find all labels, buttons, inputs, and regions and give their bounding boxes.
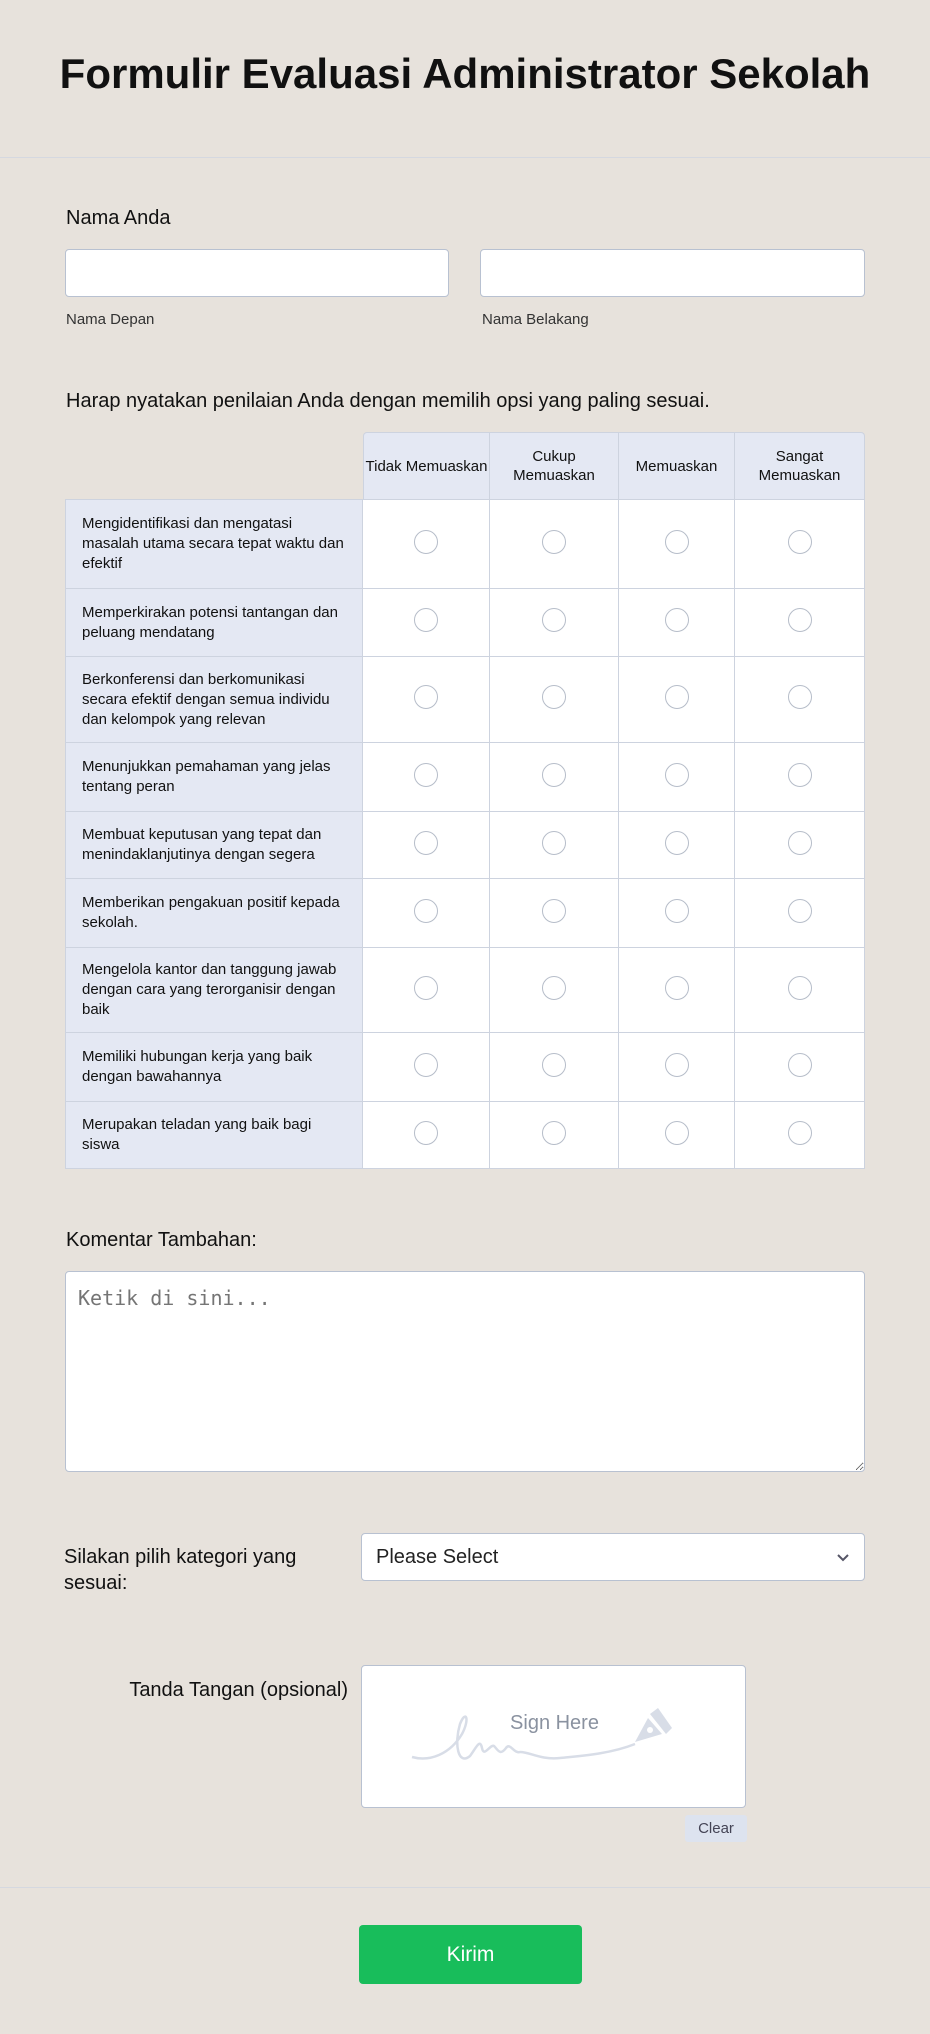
matrix-question: Harap nyatakan penilaian Anda dengan memilih opsi yang paling sesuai. — [66, 390, 710, 412]
rating-radio[interactable] — [414, 608, 438, 632]
matrix-cell — [735, 1032, 865, 1101]
matrix-row — [65, 656, 865, 742]
comment-label: Komentar Tambahan: — [66, 1229, 257, 1251]
matrix-cell — [619, 742, 735, 811]
matrix-row-label: Mengidentifikasi dan mengatasi masalah utama secara tepat waktu dan efektif — [65, 499, 363, 588]
signature-pad[interactable] — [361, 1665, 746, 1808]
rating-radio[interactable] — [788, 1121, 812, 1145]
rating-radio[interactable] — [665, 530, 689, 554]
matrix-row-label: Menunjukkan pemahaman yang jelas tentang peran — [65, 742, 363, 811]
matrix-column-header: Memuaskan — [619, 432, 735, 499]
matrix-cell — [490, 947, 619, 1032]
signature-pen-icon — [410, 1704, 700, 1774]
rating-radio[interactable] — [414, 1053, 438, 1077]
rating-radio[interactable] — [414, 899, 438, 923]
matrix-row-label: Merupakan teladan yang baik bagi siswa — [65, 1101, 363, 1169]
rating-radio[interactable] — [788, 831, 812, 855]
matrix-row-label: Memberikan pengakuan positif kepada sekolah. — [65, 878, 363, 947]
rating-radio[interactable] — [665, 763, 689, 787]
matrix-cell — [735, 499, 865, 588]
comment-textarea[interactable] — [65, 1271, 865, 1472]
rating-radio[interactable] — [414, 1121, 438, 1145]
rating-radio[interactable] — [542, 1121, 566, 1145]
chevron-down-icon — [836, 1546, 850, 1569]
matrix-cell — [619, 588, 735, 656]
rating-matrix — [65, 432, 865, 1169]
matrix-cell — [735, 742, 865, 811]
matrix-cell — [490, 588, 619, 656]
matrix-row — [65, 742, 865, 811]
matrix-cell — [490, 499, 619, 588]
matrix-cell — [490, 1032, 619, 1101]
matrix-cell — [363, 811, 490, 878]
rating-radio[interactable] — [665, 685, 689, 709]
matrix-cell — [735, 656, 865, 742]
rating-radio[interactable] — [542, 608, 566, 632]
rating-radio[interactable] — [542, 763, 566, 787]
first-name-input[interactable] — [65, 249, 449, 297]
matrix-cell — [363, 878, 490, 947]
rating-radio[interactable] — [414, 763, 438, 787]
matrix-cell — [619, 1032, 735, 1101]
matrix-row — [65, 947, 865, 1032]
matrix-row — [65, 499, 865, 588]
matrix-cell — [363, 656, 490, 742]
matrix-row-label: Membuat keputusan yang tepat dan menindaklanjutinya dengan segera — [65, 811, 363, 878]
matrix-cell — [735, 811, 865, 878]
rating-radio[interactable] — [788, 976, 812, 1000]
rating-radio[interactable] — [665, 899, 689, 923]
matrix-row-label: Memperkirakan potensi tantangan dan peluang mendatang — [65, 588, 363, 656]
matrix-row-label: Memiliki hubungan kerja yang baik dengan bawahannya — [65, 1032, 363, 1101]
submit-button[interactable]: Kirim — [359, 1925, 582, 1984]
rating-radio[interactable] — [542, 831, 566, 855]
matrix-cell — [363, 588, 490, 656]
rating-radio[interactable] — [542, 685, 566, 709]
matrix-row — [65, 878, 865, 947]
rating-radio[interactable] — [414, 685, 438, 709]
rating-radio[interactable] — [414, 976, 438, 1000]
matrix-cell — [490, 811, 619, 878]
matrix-cell — [735, 878, 865, 947]
rating-radio[interactable] — [665, 1053, 689, 1077]
name-label: Nama Anda — [66, 207, 171, 229]
matrix-row — [65, 588, 865, 656]
rating-radio[interactable] — [665, 608, 689, 632]
header-divider — [0, 157, 930, 158]
rating-radio[interactable] — [542, 899, 566, 923]
category-select[interactable] — [361, 1533, 865, 1581]
matrix-cell — [363, 499, 490, 588]
rating-radio[interactable] — [665, 1121, 689, 1145]
rating-radio[interactable] — [542, 976, 566, 1000]
matrix-cell — [363, 947, 490, 1032]
category-label: Silakan pilih kategori yang sesuai: — [64, 1546, 297, 1594]
matrix-cell — [735, 588, 865, 656]
page-title: Formulir Evaluasi Administrator Sekolah — [59, 50, 871, 97]
matrix-cell — [490, 656, 619, 742]
matrix-cell — [363, 1032, 490, 1101]
matrix-column-header: Sangat Memuaskan — [735, 432, 865, 499]
rating-radio[interactable] — [414, 530, 438, 554]
clear-signature-button[interactable]: Clear — [685, 1815, 747, 1842]
first-name-sublabel: Nama Depan — [66, 311, 155, 328]
matrix-cell — [735, 947, 865, 1032]
rating-radio[interactable] — [788, 899, 812, 923]
last-name-input[interactable] — [480, 249, 865, 297]
rating-radio[interactable] — [788, 530, 812, 554]
rating-radio[interactable] — [788, 763, 812, 787]
last-name-sublabel: Nama Belakang — [482, 311, 589, 328]
matrix-cell — [363, 742, 490, 811]
matrix-cell — [619, 878, 735, 947]
category-select-value: Please Select — [376, 1545, 499, 1568]
matrix-cell — [619, 656, 735, 742]
rating-radio[interactable] — [414, 831, 438, 855]
matrix-cell — [490, 878, 619, 947]
rating-radio[interactable] — [542, 1053, 566, 1077]
matrix-cell — [735, 1101, 865, 1169]
matrix-column-header: Tidak Memuaskan — [363, 432, 490, 499]
rating-radio[interactable] — [665, 976, 689, 1000]
matrix-cell — [619, 811, 735, 878]
signature-label: Tanda Tangan (opsional) — [129, 1679, 348, 1701]
rating-radio[interactable] — [542, 530, 566, 554]
matrix-row — [65, 1101, 865, 1169]
matrix-column-header: Cukup Memuaskan — [490, 432, 619, 499]
matrix-row — [65, 1032, 865, 1101]
matrix-cell — [619, 947, 735, 1032]
rating-radio[interactable] — [788, 685, 812, 709]
rating-radio[interactable] — [788, 1053, 812, 1077]
matrix-cell — [490, 1101, 619, 1169]
matrix-cell — [619, 1101, 735, 1169]
footer-divider — [0, 1887, 930, 1888]
matrix-row-label: Mengelola kantor dan tanggung jawab dengan cara yang terorganisir dengan baik — [65, 947, 363, 1032]
matrix-row — [65, 811, 865, 878]
matrix-cell — [363, 1101, 490, 1169]
matrix-row-label: Berkonferensi dan berkomunikasi secara efektif dengan semua individu dan kelompok yang relevan — [65, 656, 363, 742]
signature-placeholder: Sign Here — [510, 1712, 599, 1734]
matrix-corner — [65, 432, 363, 499]
rating-radio[interactable] — [665, 831, 689, 855]
matrix-cell — [619, 499, 735, 588]
rating-radio[interactable] — [788, 608, 812, 632]
matrix-cell — [490, 742, 619, 811]
